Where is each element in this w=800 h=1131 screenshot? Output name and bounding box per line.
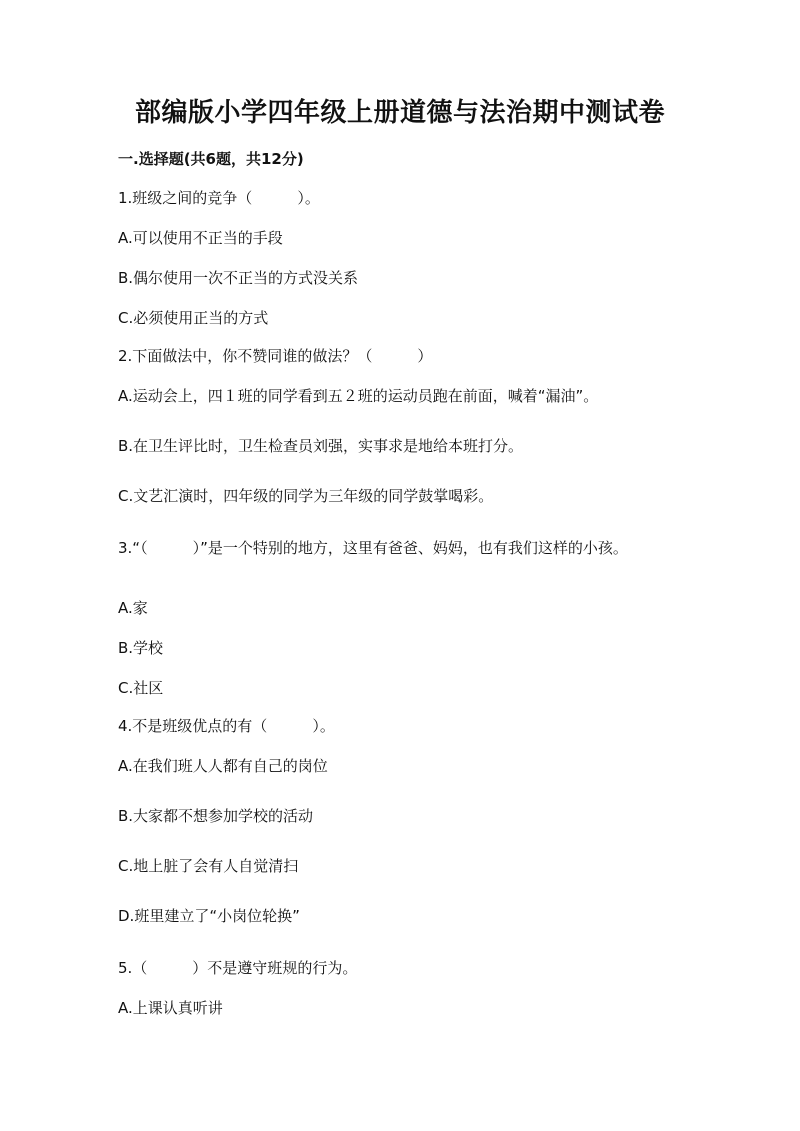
question-3-option-b: B.学校: [118, 639, 164, 657]
question-3-option-c: C.社区: [118, 679, 164, 697]
question-5-option-a: A.上课认真听讲: [118, 999, 223, 1017]
question-1-option-a: A.可以使用不正当的手段: [118, 229, 283, 247]
question-4: 4.不是班级优点的有（ ）。: [118, 717, 335, 735]
question-1: 1.班级之间的竞争（ ）。: [118, 189, 320, 207]
section-heading: 一.选择题(共6题，共12分): [118, 150, 304, 168]
question-4-option-b: B.大家都不想参加学校的活动: [118, 807, 314, 825]
question-4-option-a: A.在我们班人人都有自己的岗位: [118, 757, 328, 775]
question-3-option-a: A.家: [118, 599, 148, 617]
question-3: 3.“（ ）”是一个特别的地方，这里有爸爸、妈妈，也有我们这样的小孩。: [118, 539, 628, 557]
question-4-option-c: C.地上脏了会有人自觉清扫: [118, 857, 299, 875]
question-1-option-b: B.偶尔使用一次不正当的方式没关系: [118, 269, 359, 287]
question-1-option-c: C.必须使用正当的方式: [118, 309, 269, 327]
question-2: 2.下面做法中，你不赞同谁的做法？（ ）: [118, 347, 433, 365]
question-2-option-c: C.文艺汇演时，四年级的同学为三年级的同学鼓掌喝彩。: [118, 487, 494, 505]
question-4-option-d: D.班里建立了“小岗位轮换”: [118, 907, 300, 925]
question-2-option-b: B.在卫生评比时，卫生检查员刘强，实事求是地给本班打分。: [118, 437, 524, 455]
document-title: 部编版小学四年级上册道德与法治期中测试卷: [134, 98, 665, 128]
question-5: 5.（ ）不是遵守班规的行为。: [118, 959, 358, 977]
question-2-option-a: A.运动会上，四１班的同学看到五２班的运动员跑在前面，喊着“漏油”。: [118, 387, 599, 405]
